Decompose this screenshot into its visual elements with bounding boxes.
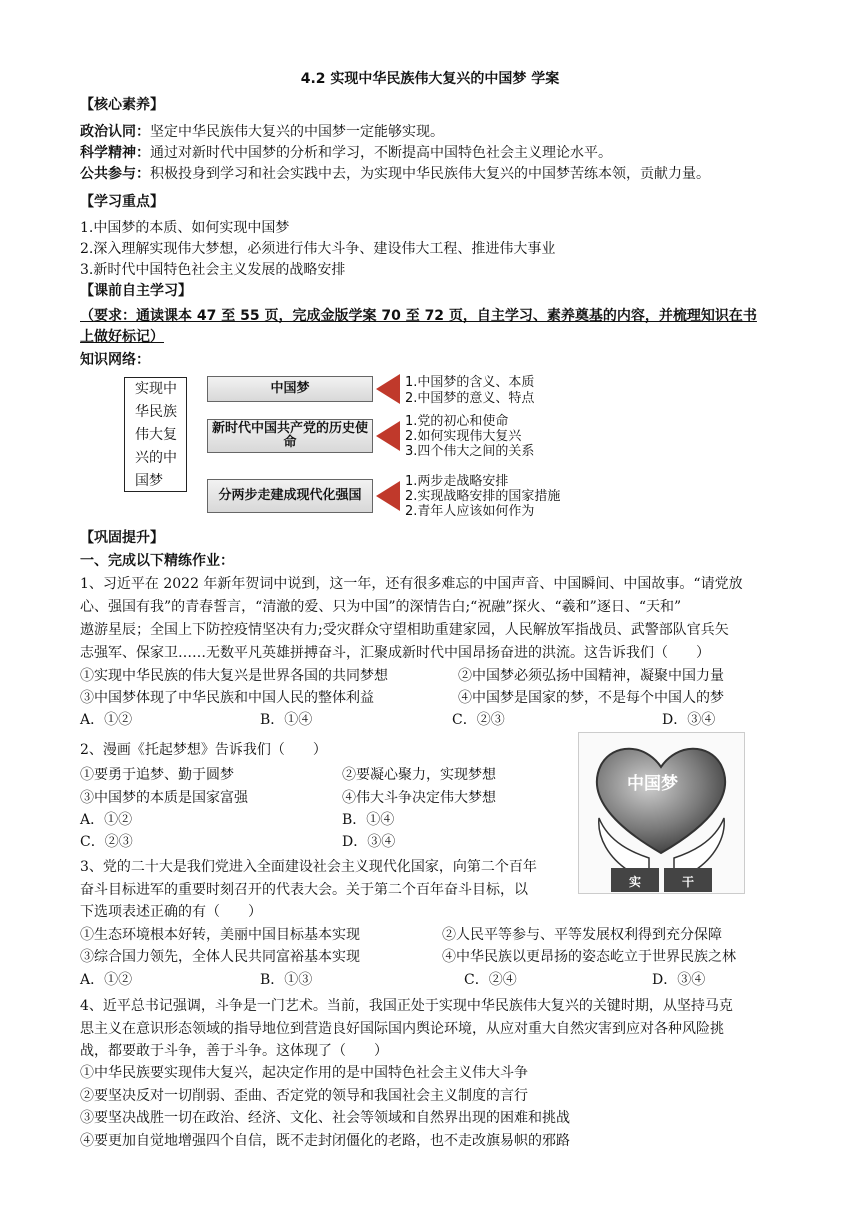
q3-option: ③综合国力领先，全体人民共同富裕基本实现 [80, 949, 360, 965]
q2-option: ①要勇于追梦、勤于圆梦 [80, 767, 234, 783]
net-subitem: 2.实现战略安排的国家措施 [405, 489, 561, 504]
q3-option: ②人民平等参与、平等发展权利得到充分保障 [442, 927, 722, 943]
section-focus: 【学习重点】 [80, 194, 164, 210]
q3-choice-c: C．②④ [464, 972, 517, 988]
q3-stem: 3、党的二十大是我们党进入全面建设社会主义现代化国家，向第二个百年 [80, 859, 537, 875]
q1-choice-d: D．③④ [662, 712, 716, 728]
q2-option: ②要凝心聚力，实现梦想 [342, 767, 496, 783]
heart-cartoon-icon [579, 733, 744, 893]
net-root-box: 实现中华民族伟大复兴的中国梦 [124, 377, 187, 492]
net-subitem: 2.中国梦的意义、特点 [405, 391, 535, 406]
q2-choice-b: B．①④ [342, 812, 395, 828]
page-title: 4.2 实现中华民族伟大复兴的中国梦 学案 [300, 71, 560, 87]
core-political: 政治认同：坚定中华民族伟大复兴的中国梦一定能够实现。 [80, 124, 444, 140]
core-participation: 公共参与：积极投身到学习和社会实践中去，为实现中华民族伟大复兴的中国梦苦练本领，贡献力量。 [80, 166, 710, 182]
arrow-icon [376, 374, 400, 404]
q1-stem: 志强军、保家卫……无数平凡英雄拼搏奋斗，汇聚成新时代中国昂扬奋进的洪流。这告诉我们（ ） [80, 645, 710, 661]
q4-option: ③要坚决战胜一切在政治、经济、文化、社会等领域和自然界出现的困难和挑战 [80, 1110, 570, 1126]
q4-option: ④要更加自觉地增强四个自信，既不走封闭僵化的老路，也不走改旗易帜的邪路 [80, 1133, 570, 1149]
net-subitem: 2.如何实现伟大复兴 [405, 429, 522, 444]
cartoon-word: 实 [629, 875, 642, 889]
net-branch: 分两步走建成现代化强国 [207, 479, 373, 513]
q3-option: ①生态环境根本好转，美丽中国目标基本实现 [80, 927, 360, 943]
focus-item: 2.深入理解实现伟大梦想，必须进行伟大斗争、建设伟大工程、推进伟大事业 [80, 241, 556, 257]
section-consolidate: 【巩固提升】 [80, 530, 164, 546]
cartoon-image [578, 732, 745, 894]
focus-item: 1.中国梦的本质、如何实现中国梦 [80, 220, 290, 236]
q1-choice-a: A．①② [80, 712, 133, 728]
core-science: 科学精神：通过对新时代中国梦的分析和学习，不断提高中国特色社会主义理论水平。 [80, 145, 612, 161]
q1-stem: 1、习近平在 2022 年新年贺词中说到，这一年，还有很多难忘的中国声音、中国瞬间、中国故事。“请党放 [80, 576, 743, 592]
q4-stem: 4、近平总书记强调，斗争是一门艺术。当前，我国正处于实现中华民族伟大复兴的关键时期，从坚持马克 [80, 998, 733, 1014]
net-branch: 中国梦 [207, 376, 373, 402]
q1-stem: 心、强国有我”的青春誓言，“清澈的爱、只为中国”的深情告白;“祝融”探火、“羲和”逐日、“天和” [80, 599, 682, 615]
q1-choice-b: B．①④ [260, 712, 313, 728]
q2-choice-a: A．①② [80, 812, 133, 828]
net-subitem: 1.党的初心和使命 [405, 414, 509, 429]
q1-stem: 遨游星辰；全国上下防控疫情坚决有力;受灾群众守望相助重建家园，人民解放军指战员、武警部队官兵矢 [80, 622, 729, 638]
q2-choice-d: D．③④ [342, 834, 396, 850]
net-subitem: 1.两步走战略安排 [405, 474, 509, 489]
net-subitem: 2.青年人应该如何作为 [405, 504, 535, 519]
cartoon-heart-text: 中国梦 [627, 774, 678, 794]
section-core: 【核心素养】 [80, 97, 164, 113]
q3-choice-d: D．③④ [652, 972, 706, 988]
q1-option: ③中国梦体现了中华民族和中国人民的整体利益 [80, 690, 374, 706]
q3-choice-a: A．①② [80, 972, 133, 988]
cartoon-word: 干 [682, 875, 695, 889]
q1-option: ②中国梦必须弘扬中国精神，凝聚中国力量 [458, 668, 724, 684]
q4-option: ②要坚决反对一切削弱、歪曲、否定党的领导和我国社会主义制度的言行 [80, 1088, 528, 1104]
q2-option: ③中国梦的本质是国家富强 [80, 790, 248, 806]
q4-stem: 思主义在意识形态领域的指导地位到营造良好国际国内舆论环境，从应对重大自然灾害到应对各种风险挑 [80, 1021, 724, 1037]
q3-stem: 下选项表述正确的有（ ） [80, 904, 262, 920]
requirement-line: 上做好标记） [80, 329, 164, 345]
q4-option: ①中华民族要实现伟大复兴，起决定作用的是中国特色社会主义伟大斗争 [80, 1065, 528, 1081]
net-subitem: 3.四个伟大之间的关系 [405, 444, 535, 459]
net-branch: 新时代中国共产党的历史使命 [207, 419, 373, 453]
q1-option: ④中国梦是国家的梦，不是每个中国人的梦 [458, 690, 724, 706]
q2-choice-c: C．②③ [80, 834, 133, 850]
q3-option: ④中华民族以更昂扬的姿态屹立于世界民族之林 [442, 949, 736, 965]
q2-stem: 2、漫画《托起梦想》告诉我们（ ） [80, 742, 327, 758]
q1-option: ①实现中华民族的伟大复兴是世界各国的共同梦想 [80, 668, 388, 684]
q3-choice-b: B．①③ [260, 972, 313, 988]
requirement-line: （要求：通读课本 47 至 55 页，完成金版学案 70 至 72 页，自主学习、素养奠基的内容，并梳理知识在书 [80, 308, 757, 324]
arrow-icon [376, 421, 400, 451]
focus-item: 3.新时代中国特色社会主义发展的战略安排 [80, 262, 346, 278]
q2-option: ④伟大斗争决定伟大梦想 [342, 790, 496, 806]
q4-stem: 战，都要敢于斗争，善于斗争。这体现了（ ） [80, 1043, 388, 1059]
net-subitem: 1.中国梦的含义、本质 [405, 375, 535, 390]
section-prestudy: 【课前自主学习】 [80, 283, 192, 299]
part-heading: 一、完成以下精练作业： [80, 553, 234, 569]
arrow-icon [376, 481, 400, 511]
knowledge-net-label: 知识网络： [80, 352, 150, 368]
q3-stem: 奋斗目标进军的重要时刻召开的代表大会。关于第二个百年奋斗目标，以 [80, 882, 528, 898]
q1-choice-c: C．②③ [452, 712, 505, 728]
